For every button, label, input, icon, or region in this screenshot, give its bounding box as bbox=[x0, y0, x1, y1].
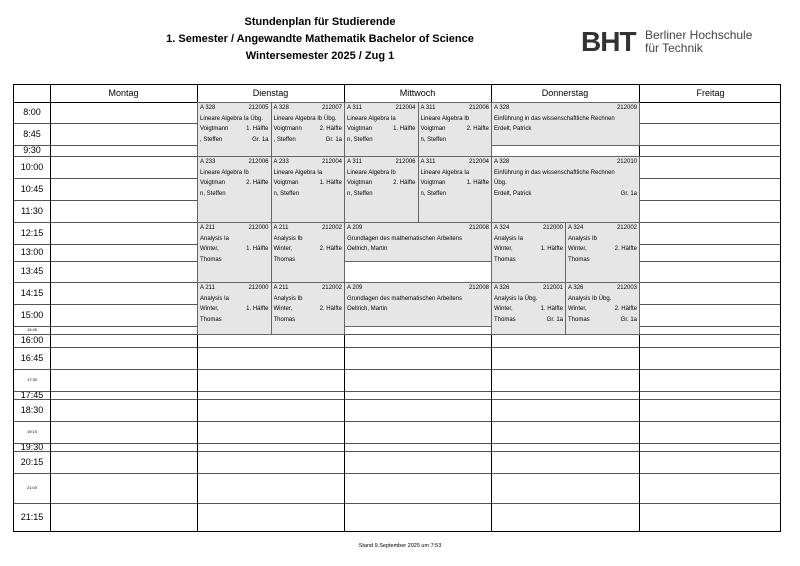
time-label: 19:30 bbox=[20, 442, 44, 452]
entry-header bbox=[568, 283, 637, 294]
entry-text: Analysis Ia bbox=[200, 295, 230, 302]
course-entry[interactable] bbox=[565, 282, 640, 335]
footer-timestamp: Stand 9.September 2025 um 7:53 bbox=[358, 543, 442, 549]
entry-text: 1. Hälfte bbox=[466, 180, 489, 186]
entry-text: Thomas bbox=[494, 256, 516, 263]
entry-text: Analysis Ib bbox=[273, 235, 303, 242]
entry-text: 1. Hälfte bbox=[393, 126, 416, 132]
time-label: 19:15 bbox=[26, 429, 37, 434]
entry-text: Winter, bbox=[273, 246, 293, 252]
title-line-2: 1. Semester / Angewandte Mathematik Bachelor of Science bbox=[166, 33, 474, 45]
entry-text: Thomas bbox=[273, 256, 296, 263]
entry-text: 2. Hälfte bbox=[393, 180, 416, 186]
entry-room: A 311 bbox=[420, 105, 436, 111]
time-label: 17:45 bbox=[20, 390, 44, 400]
day-header-freitag: Freitag bbox=[696, 88, 725, 98]
row-divider bbox=[14, 473, 780, 474]
entry-text: Einführung in das wissenschaftliche Rechnen bbox=[494, 115, 615, 122]
entry-text: , Steffen bbox=[273, 136, 296, 143]
entry-text: 2. Hälfte bbox=[319, 246, 342, 252]
entry-text: n, Steffen bbox=[273, 190, 300, 197]
entry-header bbox=[274, 223, 343, 234]
entry-course-id: 212000 bbox=[248, 285, 269, 291]
logo-text-line-2: für Technik bbox=[645, 41, 703, 55]
entry-line bbox=[274, 124, 343, 135]
entry-course-id: 212009 bbox=[616, 105, 637, 111]
time-label: 21:00 bbox=[26, 485, 37, 490]
row-divider bbox=[14, 369, 780, 370]
entry-text: 2. Hälfte bbox=[246, 180, 269, 186]
entry-room: A 311 bbox=[347, 105, 362, 111]
column-divider bbox=[50, 85, 51, 531]
entry-header bbox=[347, 283, 489, 294]
entry-text: Lineare Algebra Ib bbox=[200, 169, 249, 176]
entry-header bbox=[274, 103, 343, 114]
entry-text: Oellrich, Martin bbox=[347, 306, 388, 312]
title-line-1: Stundenplan für Studierende bbox=[244, 16, 396, 28]
entry-room: A 324 bbox=[568, 225, 584, 231]
entry-room: A 209 bbox=[347, 225, 363, 231]
entry-text: Einführung in das wissenschaftliche Rechnen bbox=[494, 169, 615, 176]
row-divider bbox=[14, 421, 780, 422]
entry-line bbox=[568, 315, 637, 326]
course-entry[interactable] bbox=[271, 282, 346, 335]
day-header-donnerstag: Donnerstag bbox=[541, 88, 589, 98]
entry-text: Winter, bbox=[200, 306, 219, 312]
entry-header bbox=[200, 283, 269, 294]
entry-header bbox=[421, 103, 490, 114]
entry-text: 2. Hälfte bbox=[319, 306, 342, 312]
entry-text: Thomas bbox=[568, 256, 590, 263]
entry-text: Voigtman bbox=[420, 180, 446, 186]
entry-line bbox=[274, 178, 343, 189]
entry-course-id: 212002 bbox=[616, 225, 637, 231]
day-header-dienstag: Dienstag bbox=[252, 88, 289, 98]
entry-course-id: 212004 bbox=[321, 159, 342, 165]
entry-text: n, Steffen bbox=[420, 190, 447, 197]
entry-text: 2. Hälfte bbox=[319, 126, 342, 132]
time-label: 12:15 bbox=[20, 228, 44, 238]
entry-line bbox=[421, 124, 490, 135]
entry-text: Analysis Ib bbox=[273, 295, 303, 302]
entry-text: Thomas bbox=[200, 256, 222, 263]
logo-text-line-1: Berliner Hochschule bbox=[645, 28, 753, 42]
time-label: 20:15 bbox=[20, 457, 44, 467]
course-entry[interactable] bbox=[491, 222, 566, 283]
entry-header bbox=[200, 157, 269, 168]
entry-course-id: 212000 bbox=[542, 225, 563, 231]
entry-room: A 233 bbox=[273, 159, 289, 165]
entry-text: n, Steffen bbox=[420, 136, 447, 143]
time-label: 9:30 bbox=[23, 145, 41, 155]
entry-room: A 326 bbox=[568, 285, 584, 291]
course-entry[interactable] bbox=[197, 102, 272, 157]
entry-line bbox=[274, 244, 343, 255]
page-title bbox=[60, 14, 580, 65]
entry-header bbox=[494, 157, 637, 168]
entry-course-id: 212004 bbox=[468, 159, 489, 165]
entry-line bbox=[200, 124, 269, 135]
entry-text: Gr. 1a bbox=[325, 136, 342, 143]
entry-course-id: 212008 bbox=[468, 225, 489, 231]
entry-text: Gr. 1a bbox=[252, 136, 269, 143]
entry-line bbox=[494, 189, 637, 200]
entry-text: Erdelt, Patrick bbox=[494, 126, 532, 132]
entry-header bbox=[200, 103, 269, 114]
day-header-mittwoch: Mittwoch bbox=[399, 88, 436, 98]
entry-line bbox=[200, 304, 269, 315]
entry-text: 1. Hälfte bbox=[246, 126, 269, 132]
logo-text bbox=[645, 29, 752, 55]
course-entry[interactable] bbox=[491, 282, 566, 335]
entry-text: Gr. 1a bbox=[546, 316, 563, 323]
entry-room: A 211 bbox=[273, 285, 289, 291]
entry-text: n, Steffen bbox=[347, 136, 373, 143]
entry-header bbox=[274, 157, 343, 168]
time-label: 10:00 bbox=[20, 162, 44, 172]
entry-line bbox=[347, 178, 416, 189]
course-entry[interactable] bbox=[418, 102, 493, 157]
entry-text: Grundlagen des mathematischen Arbeitens bbox=[347, 295, 463, 302]
entry-text: , Steffen bbox=[200, 136, 223, 143]
course-entry[interactable] bbox=[271, 156, 346, 223]
entry-room: A 328 bbox=[273, 105, 289, 111]
time-label: 8:00 bbox=[23, 107, 41, 117]
course-entry[interactable] bbox=[344, 282, 492, 327]
entry-line bbox=[421, 178, 490, 189]
entry-line bbox=[568, 244, 637, 255]
title-line-3: Wintersemester 2025 / Zug 1 bbox=[245, 50, 395, 62]
entry-text: n, Steffen bbox=[200, 190, 226, 197]
entry-line bbox=[347, 124, 416, 135]
entry-line bbox=[200, 244, 269, 255]
time-label: 15:45 bbox=[26, 327, 37, 332]
entry-header bbox=[274, 283, 343, 294]
entry-text: Lineare Algebra Ia Übg. bbox=[200, 115, 264, 122]
time-label: 17:30 bbox=[26, 377, 37, 382]
entry-text: Lineare Algebra Ia bbox=[347, 115, 396, 122]
course-entry[interactable] bbox=[344, 102, 419, 157]
course-entry[interactable] bbox=[491, 102, 640, 146]
entry-text: Lineare Algebra Ia bbox=[420, 169, 470, 176]
entry-text: 2. Hälfte bbox=[614, 246, 637, 252]
course-entry[interactable] bbox=[197, 156, 272, 223]
entry-text: 1. Hälfte bbox=[540, 246, 563, 252]
course-entry[interactable] bbox=[344, 222, 492, 262]
entry-header bbox=[347, 103, 416, 114]
entry-room: A 233 bbox=[200, 159, 216, 165]
entry-text: 1. Hälfte bbox=[246, 306, 269, 312]
entry-text: Analysis Ia bbox=[200, 235, 230, 242]
entry-text: Lineare Algebra Ia bbox=[273, 169, 323, 176]
row-divider bbox=[14, 391, 780, 392]
entry-header bbox=[200, 223, 269, 234]
entry-line bbox=[494, 304, 563, 315]
entry-text: Winter, bbox=[494, 306, 513, 312]
time-label: 21:15 bbox=[20, 512, 44, 522]
entry-course-id: 212004 bbox=[395, 105, 416, 111]
entry-room: A 328 bbox=[494, 159, 510, 165]
row-divider bbox=[14, 347, 780, 348]
entry-text: 1. Hälfte bbox=[540, 306, 563, 312]
time-label: 18:30 bbox=[20, 405, 44, 415]
course-entry[interactable] bbox=[344, 156, 419, 223]
entry-text: 2. Hälfte bbox=[466, 126, 489, 132]
time-label: 11:30 bbox=[21, 206, 43, 216]
course-entry[interactable] bbox=[197, 222, 272, 283]
entry-text: Voigtman bbox=[200, 180, 226, 186]
entry-text: Lineare Algebra Ib bbox=[420, 115, 470, 122]
entry-header bbox=[494, 283, 563, 294]
entry-text: Voigtmann bbox=[273, 126, 302, 132]
entry-text: Winter, bbox=[273, 306, 293, 312]
entry-course-id: 212007 bbox=[321, 105, 342, 111]
course-entry[interactable] bbox=[565, 222, 640, 283]
time-label: 16:00 bbox=[20, 335, 44, 345]
entry-text: Gr. 1a bbox=[620, 316, 637, 323]
course-entry[interactable] bbox=[418, 156, 493, 223]
entry-room: A 324 bbox=[494, 225, 510, 231]
course-entry[interactable] bbox=[271, 102, 346, 157]
entry-room: A 328 bbox=[494, 105, 510, 111]
entry-text: 1. Hälfte bbox=[246, 246, 269, 252]
entry-header bbox=[494, 103, 637, 114]
entry-text: Winter, bbox=[200, 246, 219, 252]
entry-text: Übg. bbox=[494, 180, 507, 186]
entry-line bbox=[200, 178, 269, 189]
entry-text: Thomas bbox=[568, 316, 590, 323]
entry-text: Gr. 1a bbox=[620, 190, 637, 197]
entry-course-id: 212001 bbox=[542, 285, 563, 291]
time-label: 10:45 bbox=[20, 184, 44, 194]
entry-course-id: 212010 bbox=[616, 159, 637, 165]
entry-room: A 326 bbox=[494, 285, 510, 291]
entry-course-id: 212006 bbox=[395, 159, 416, 165]
entry-line bbox=[494, 315, 563, 326]
entry-room: A 328 bbox=[200, 105, 216, 111]
course-entry[interactable] bbox=[491, 156, 640, 223]
entry-line bbox=[274, 304, 343, 315]
entry-course-id: 212000 bbox=[248, 225, 269, 231]
entry-text: n, Steffen bbox=[347, 190, 373, 197]
entry-line bbox=[568, 304, 637, 315]
entry-course-id: 212006 bbox=[248, 159, 269, 165]
time-label: 14:15 bbox=[20, 288, 44, 298]
row-divider bbox=[14, 443, 780, 444]
time-label: 8:45 bbox=[23, 129, 41, 139]
entry-line bbox=[494, 244, 563, 255]
entry-text: Analysis Ib Übg. bbox=[568, 295, 612, 302]
entry-text: 2. Hälfte bbox=[614, 306, 637, 312]
row-divider bbox=[14, 334, 780, 335]
entry-text: Erdelt, Patrick bbox=[494, 190, 532, 197]
entry-text: Voigtman bbox=[347, 180, 373, 186]
entry-text: Lineare Algebra Ib Übg. bbox=[273, 115, 337, 122]
logo-mark: BHT bbox=[581, 26, 636, 57]
entry-text: Analysis Ia Übg. bbox=[494, 295, 538, 302]
row-divider bbox=[14, 399, 780, 400]
entry-header bbox=[347, 157, 416, 168]
timetable-grid bbox=[13, 84, 781, 532]
course-entry[interactable] bbox=[197, 282, 272, 335]
entry-text: Thomas bbox=[273, 316, 296, 323]
entry-room: A 211 bbox=[200, 285, 215, 291]
entry-text: Thomas bbox=[200, 316, 222, 323]
row-divider bbox=[14, 451, 780, 452]
entry-course-id: 212002 bbox=[321, 225, 342, 231]
entry-text: Winter, bbox=[568, 246, 587, 252]
entry-room: A 211 bbox=[200, 225, 215, 231]
entry-header bbox=[347, 223, 489, 234]
row-divider bbox=[14, 503, 780, 504]
entry-text: Grundlagen des mathematischen Arbeitens bbox=[347, 235, 463, 242]
time-label: 13:00 bbox=[20, 247, 44, 257]
time-label: 15:00 bbox=[20, 310, 44, 320]
entry-header bbox=[494, 223, 563, 234]
entry-course-id: 212003 bbox=[616, 285, 637, 291]
entry-text: Voigtmann bbox=[200, 126, 229, 132]
entry-room: A 311 bbox=[420, 159, 436, 165]
entry-line bbox=[274, 135, 343, 146]
time-label: 13:45 bbox=[20, 266, 44, 276]
entry-room: A 211 bbox=[273, 225, 289, 231]
entry-course-id: 212005 bbox=[248, 105, 269, 111]
entry-text: Analysis Ib bbox=[568, 235, 598, 242]
entry-room: A 209 bbox=[347, 285, 363, 291]
entry-text: Voigtman bbox=[420, 126, 446, 132]
entry-text: Voigtman bbox=[273, 180, 299, 186]
entry-text: Winter, bbox=[494, 246, 513, 252]
entry-text: Lineare Algebra Ib bbox=[347, 169, 396, 176]
entry-header bbox=[421, 157, 490, 168]
entry-course-id: 212006 bbox=[468, 105, 489, 111]
time-label: 16:45 bbox=[20, 353, 44, 363]
entry-text: Voigtman bbox=[347, 126, 373, 132]
entry-text: Analysis Ia bbox=[494, 235, 524, 242]
entry-room: A 311 bbox=[347, 159, 362, 165]
entry-text: Thomas bbox=[494, 316, 516, 323]
entry-text: Oellrich, Martin bbox=[347, 246, 388, 252]
day-header-montag: Montag bbox=[108, 88, 139, 98]
entry-header bbox=[568, 223, 637, 234]
course-entry[interactable] bbox=[271, 222, 346, 283]
entry-text: 1. Hälfte bbox=[319, 180, 342, 186]
entry-course-id: 212002 bbox=[321, 285, 342, 291]
entry-course-id: 212008 bbox=[468, 285, 489, 291]
entry-line bbox=[200, 135, 269, 146]
entry-text: Winter, bbox=[568, 306, 587, 312]
